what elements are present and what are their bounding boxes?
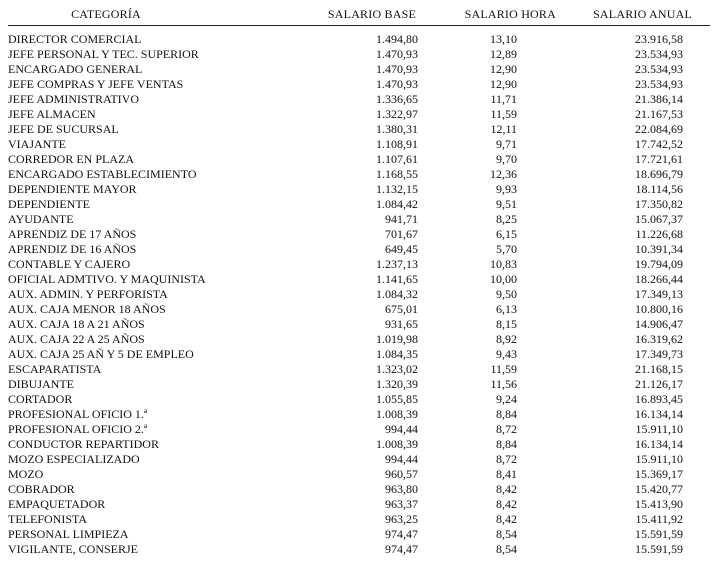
header-categoria: CATEGORÍA: [71, 7, 141, 21]
cell-categoria: EMPAQUETADOR: [8, 497, 106, 511]
cell-salario-base: 1.019,98: [376, 332, 418, 346]
cell-categoria: MOZO ESPECIALIZADO: [8, 452, 140, 466]
header-salario-anual: SALARIO ANUAL: [593, 7, 692, 21]
cell-categoria: JEFE ALMACEN: [8, 107, 96, 121]
cell-categoria: MOZO: [8, 467, 44, 481]
cell-salario-base: 963,25: [385, 512, 418, 526]
cell-salario-anual: 23.534,93: [635, 77, 683, 91]
table-row: [8, 92, 710, 107]
cell-salario-hora: 10,83: [490, 257, 517, 271]
cell-categoria: JEFE ADMINISTRATIVO: [8, 92, 140, 106]
cell-categoria: AUX. CAJA 22 A 25 AÑOS: [8, 332, 145, 346]
table-row: [8, 377, 710, 392]
cell-salario-anual: 23.534,93: [635, 47, 683, 61]
cell-categoria: VIGILANTE, CONSERJE: [8, 542, 138, 556]
cell-salario-anual: 15.911,10: [635, 422, 683, 436]
cell-salario-anual: 17.350,82: [635, 197, 683, 211]
cell-salario-hora: 12,36: [490, 167, 517, 181]
cell-salario-anual: 23.534,93: [635, 62, 683, 76]
cell-categoria: ENCARGADO ESTABLECIMIENTO: [8, 167, 197, 181]
cell-salario-base: 1.084,42: [376, 197, 418, 211]
cell-salario-base: 1.380,31: [376, 122, 418, 136]
cell-salario-anual: 19.794,09: [635, 257, 683, 271]
cell-salario-hora: 9,43: [496, 347, 517, 361]
cell-salario-base: 1.470,93: [376, 77, 418, 91]
table-row: [8, 452, 710, 467]
cell-salario-hora: 6,13: [496, 302, 517, 316]
cell-salario-base: 1.470,93: [376, 47, 418, 61]
cell-salario-hora: 9,93: [496, 182, 517, 196]
cell-salario-base: 649,45: [385, 242, 418, 256]
table-row: [8, 542, 710, 557]
header-salario-hora: SALARIO HORA: [464, 7, 556, 21]
cell-salario-anual: 15.911,10: [635, 452, 683, 466]
cell-salario-anual: 18.266,44: [635, 272, 683, 286]
cell-categoria: AUX. ADMIN. Y PERFORISTA: [8, 287, 168, 301]
cell-salario-base: 1.237,13: [376, 257, 418, 271]
cell-salario-hora: 8,15: [496, 317, 517, 331]
table-row: [8, 242, 710, 257]
cell-categoria: PERSONAL LIMPIEZA: [8, 527, 129, 541]
cell-salario-anual: 21.167,53: [635, 107, 683, 121]
table-row: [8, 182, 710, 197]
cell-salario-base: 1.336,65: [376, 92, 418, 106]
table-body: [8, 26, 710, 558]
table-row: [8, 197, 710, 212]
cell-salario-hora: 9,50: [496, 287, 517, 301]
table-row: [8, 167, 710, 182]
cell-salario-hora: 11,59: [490, 362, 517, 376]
cell-salario-anual: 16.319,62: [635, 332, 683, 346]
table-row: [8, 422, 710, 437]
cell-salario-base: 1.108,91: [376, 137, 418, 151]
table-row: [8, 62, 710, 77]
cell-salario-base: 974,47: [385, 527, 418, 541]
cell-salario-hora: 9,70: [496, 152, 517, 166]
cell-categoria: CONTABLE Y CAJERO: [8, 257, 131, 271]
cell-salario-base: 701,67: [385, 227, 418, 241]
cell-salario-hora: 6,15: [496, 227, 517, 241]
cell-categoria: ENCARGADO GENERAL: [8, 62, 143, 76]
cell-salario-anual: 15.591,59: [635, 542, 683, 556]
cell-salario-hora: 8,54: [496, 542, 517, 556]
cell-categoria: CORTADOR: [8, 392, 73, 406]
table-row: [8, 437, 710, 452]
cell-categoria: CORREDOR EN PLAZA: [8, 152, 135, 166]
cell-salario-hora: 8,54: [496, 527, 517, 541]
cell-salario-anual: 14.906,47: [635, 317, 683, 331]
salary-table: [8, 7, 710, 557]
cell-categoria: JEFE PERSONAL Y TEC. SUPERIOR: [8, 47, 199, 61]
table-row: [8, 287, 710, 302]
table-row: [8, 497, 710, 512]
table-row: [8, 512, 710, 527]
cell-salario-base: 1.055,85: [376, 392, 418, 406]
cell-salario-hora: 9,24: [496, 392, 517, 406]
cell-salario-base: 1.323,02: [376, 362, 418, 376]
cell-salario-base: 1.141,65: [376, 272, 418, 286]
table-row: [8, 32, 710, 47]
cell-salario-hora: 9,71: [496, 137, 517, 151]
table-row: [8, 527, 710, 542]
cell-salario-base: 1.084,32: [376, 287, 418, 301]
table-row: [8, 137, 710, 152]
cell-salario-hora: 13,10: [490, 32, 517, 46]
cell-salario-hora: 9,51: [496, 197, 517, 211]
cell-salario-hora: 10,00: [490, 272, 517, 286]
table-row: [8, 212, 710, 227]
cell-salario-anual: 17.721,61: [635, 152, 683, 166]
cell-salario-anual: 18.696,79: [635, 167, 683, 181]
table-row: [8, 272, 710, 287]
cell-salario-anual: 15.411,92: [635, 512, 683, 526]
cell-salario-hora: 11,56: [490, 377, 517, 391]
cell-salario-hora: 8,42: [496, 497, 517, 511]
cell-salario-hora: 8,41: [496, 467, 517, 481]
table-row: [8, 122, 710, 137]
cell-salario-base: 1.320,39: [376, 377, 418, 391]
cell-salario-base: 1.494,80: [376, 32, 418, 46]
cell-categoria: ESCAPARATISTA: [8, 362, 102, 376]
cell-categoria: APRENDIZ DE 17 AÑOS: [8, 227, 137, 241]
cell-categoria: AUX. CAJA 18 A 21 AÑOS: [8, 317, 145, 331]
cell-salario-base: 963,37: [385, 497, 418, 511]
table-header: [8, 7, 710, 26]
cell-salario-base: 1.107,61: [376, 152, 418, 166]
cell-categoria: PROFESIONAL OFICIO 1.ª: [8, 407, 148, 421]
cell-salario-base: 1.168,55: [376, 167, 418, 181]
cell-categoria: DIBUJANTE: [8, 377, 74, 391]
cell-salario-anual: 11.226,68: [635, 227, 683, 241]
cell-salario-base: 994,44: [385, 422, 418, 436]
cell-salario-anual: 16.134,14: [635, 437, 683, 451]
cell-salario-hora: 12,90: [490, 77, 517, 91]
cell-salario-anual: 15.369,17: [635, 467, 683, 481]
cell-salario-anual: 10.800,16: [635, 302, 683, 316]
cell-salario-anual: 18.114,56: [635, 182, 683, 196]
cell-salario-anual: 15.420,77: [635, 482, 683, 496]
table-row: [8, 467, 710, 482]
table-row: [8, 302, 710, 317]
cell-salario-hora: 5,70: [496, 242, 517, 256]
cell-salario-anual: 21.126,17: [635, 377, 683, 391]
cell-salario-base: 963,80: [385, 482, 418, 496]
cell-salario-anual: 16.893,45: [635, 392, 683, 406]
table-row: [8, 392, 710, 407]
cell-categoria: APRENDIZ DE 16 AÑOS: [8, 242, 137, 256]
cell-salario-base: 1.322,97: [376, 107, 418, 121]
cell-salario-hora: 8,25: [496, 212, 517, 226]
cell-salario-anual: 15.067,37: [635, 212, 683, 226]
cell-salario-base: 1.132,15: [376, 182, 418, 196]
cell-salario-hora: 8,84: [496, 407, 517, 421]
cell-categoria: JEFE COMPRAS Y JEFE VENTAS: [8, 77, 184, 91]
table-row: [8, 332, 710, 347]
cell-categoria: COBRADOR: [8, 482, 75, 496]
table-row: [8, 227, 710, 242]
cell-categoria: OFICIAL ADMTIVO. Y MAQUINISTA: [8, 272, 206, 286]
cell-salario-hora: 8,72: [496, 422, 517, 436]
table-row: [8, 407, 710, 422]
cell-salario-anual: 21.168,15: [635, 362, 683, 376]
cell-categoria: AUX. CAJA 25 AÑ Y 5 DE EMPLEO: [8, 347, 194, 361]
cell-categoria: CONDUCTOR REPARTIDOR: [8, 437, 159, 451]
cell-salario-base: 994,44: [385, 452, 418, 466]
cell-salario-anual: 16.134,14: [635, 407, 683, 421]
cell-salario-base: 931,65: [385, 317, 418, 331]
cell-categoria: DEPENDIENTE: [8, 197, 90, 211]
table-row: [8, 362, 710, 377]
cell-salario-hora: 12,89: [490, 47, 517, 61]
table-row: [8, 482, 710, 497]
cell-categoria: AYUDANTE: [8, 212, 74, 226]
cell-categoria: JEFE DE SUCURSAL: [8, 122, 119, 136]
cell-salario-anual: 15.413,90: [635, 497, 683, 511]
table-row: [8, 317, 710, 332]
cell-salario-hora: 8,42: [496, 512, 517, 526]
cell-salario-hora: 8,84: [496, 437, 517, 451]
cell-salario-base: 974,47: [385, 542, 418, 556]
cell-salario-base: 941,71: [385, 212, 418, 226]
cell-salario-base: 960,57: [385, 467, 418, 481]
cell-salario-hora: 8,92: [496, 332, 517, 346]
cell-categoria: TELEFONISTA: [8, 512, 88, 526]
cell-categoria: VIAJANTE: [8, 137, 66, 151]
cell-salario-hora: 12,90: [490, 62, 517, 76]
cell-salario-base: 675,01: [385, 302, 418, 316]
cell-salario-base: 1.084,35: [376, 347, 418, 361]
table-row: [8, 77, 710, 92]
cell-salario-anual: 15.591,59: [635, 527, 683, 541]
cell-salario-anual: 17.349,13: [635, 287, 683, 301]
table-row: [8, 257, 710, 272]
table-row: [8, 347, 710, 362]
table-row: [8, 152, 710, 167]
cell-salario-hora: 8,42: [496, 482, 517, 496]
table-row: [8, 107, 710, 122]
cell-categoria: DIRECTOR COMERCIAL: [8, 32, 142, 46]
cell-categoria: AUX. CAJA MENOR 18 AÑOS: [8, 302, 166, 316]
cell-salario-anual: 10.391,34: [635, 242, 683, 256]
cell-salario-anual: 21.386,14: [635, 92, 683, 106]
cell-salario-hora: 8,72: [496, 452, 517, 466]
cell-salario-anual: 23.916,58: [635, 32, 683, 46]
cell-categoria: DEPENDIENTE MAYOR: [8, 182, 137, 196]
cell-salario-hora: 11,59: [490, 107, 517, 121]
cell-salario-base: 1.470,93: [376, 62, 418, 76]
table-row: [8, 47, 710, 62]
cell-salario-hora: 12,11: [490, 122, 517, 136]
header-row: [8, 7, 710, 26]
cell-categoria: PROFESIONAL OFICIO 2.ª: [8, 422, 148, 436]
cell-salario-base: 1.008,39: [376, 437, 418, 451]
cell-salario-hora: 11,71: [490, 92, 517, 106]
cell-salario-anual: 22.084,69: [635, 122, 683, 136]
header-salario-base: SALARIO BASE: [327, 7, 416, 21]
cell-salario-anual: 17.742,52: [635, 137, 683, 151]
cell-salario-anual: 17.349,73: [635, 347, 683, 361]
cell-salario-base: 1.008,39: [376, 407, 418, 421]
